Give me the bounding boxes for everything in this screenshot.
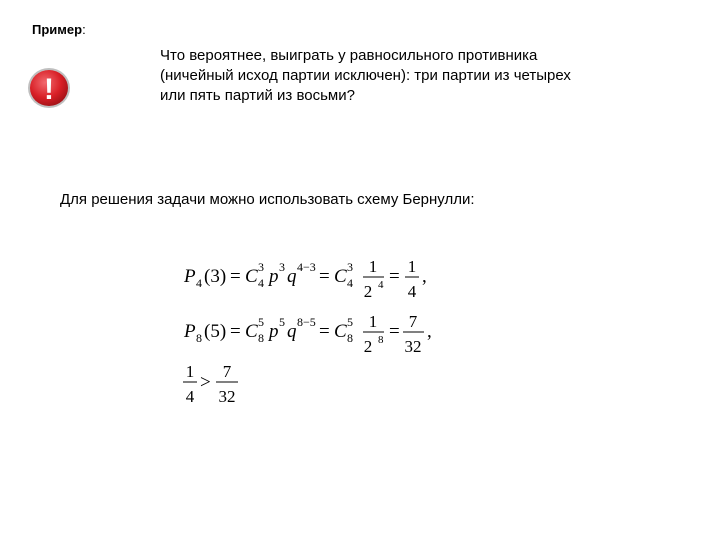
comma: ,	[422, 266, 427, 287]
p-symbol: P	[184, 321, 196, 342]
c-lower: 4	[347, 276, 353, 290]
p-var: p	[269, 266, 279, 287]
alert-glyph: !	[44, 73, 54, 106]
greater-than-sign: >	[200, 372, 211, 393]
equals-sign: =	[230, 321, 241, 342]
formula-p8	[183, 312, 432, 356]
p-index: 8	[196, 331, 202, 345]
question-line: или пять партий из восьми?	[160, 87, 355, 104]
c-upper: 5	[258, 315, 264, 329]
c-symbol: C	[334, 266, 347, 287]
fraction-denominator: 2	[363, 282, 373, 301]
question-line: (ничейный исход партии исключен): три партии из четырех	[160, 67, 571, 84]
fraction-numerator: 1	[185, 362, 195, 381]
fraction-denominator: 2	[363, 337, 373, 356]
problem-question	[160, 46, 680, 106]
example-label: Пример	[32, 22, 83, 37]
equals-sign: =	[389, 266, 400, 287]
equals-sign: =	[230, 266, 241, 287]
p-symbol: P	[184, 266, 196, 287]
formula-p4	[183, 257, 427, 301]
fraction-numerator: 1	[407, 257, 417, 276]
p-argument: (5)	[204, 321, 227, 342]
equals-sign: =	[319, 321, 330, 342]
q-var: q	[287, 266, 297, 287]
denominator-exponent: 8	[378, 334, 384, 346]
c-symbol: C	[334, 321, 347, 342]
c-upper: 3	[347, 260, 353, 274]
q-exponent: 4−3	[297, 260, 316, 274]
comparison	[183, 362, 238, 406]
fraction-numerator: 7	[222, 362, 232, 381]
exclamation-icon	[26, 66, 72, 110]
equals-sign: =	[389, 321, 400, 342]
p-index: 4	[196, 276, 202, 290]
c-symbol: C	[245, 321, 258, 342]
p-argument: (3)	[204, 266, 227, 287]
fraction-numerator: 1	[368, 257, 378, 276]
denominator-exponent: 4	[378, 279, 384, 291]
fraction-denominator: 32	[404, 337, 422, 356]
c-lower: 4	[258, 276, 264, 290]
solution-intro: Для решения задачи можно использовать схему Бернулли:	[60, 191, 475, 208]
c-symbol: C	[245, 266, 258, 287]
c-lower: 8	[347, 331, 353, 345]
fraction-denominator: 4	[407, 282, 417, 301]
c-upper: 3	[258, 260, 264, 274]
comma: ,	[427, 321, 432, 342]
c-lower: 8	[258, 331, 264, 345]
example-heading	[32, 22, 86, 37]
fraction-numerator: 1	[368, 312, 378, 331]
bernoulli-formulas	[174, 246, 454, 416]
c-upper: 5	[347, 315, 353, 329]
question-line: Что вероятнее, выиграть у равносильного противника	[160, 47, 538, 64]
p-exponent: 3	[279, 260, 285, 274]
fraction-denominator: 32	[218, 387, 236, 406]
example-colon: :	[82, 22, 86, 37]
equals-sign: =	[319, 266, 330, 287]
fraction-numerator: 7	[408, 312, 418, 331]
q-var: q	[287, 321, 297, 342]
p-exponent: 5	[279, 315, 285, 329]
q-exponent: 8−5	[297, 315, 316, 329]
fraction-denominator: 4	[185, 387, 195, 406]
p-var: p	[269, 321, 279, 342]
